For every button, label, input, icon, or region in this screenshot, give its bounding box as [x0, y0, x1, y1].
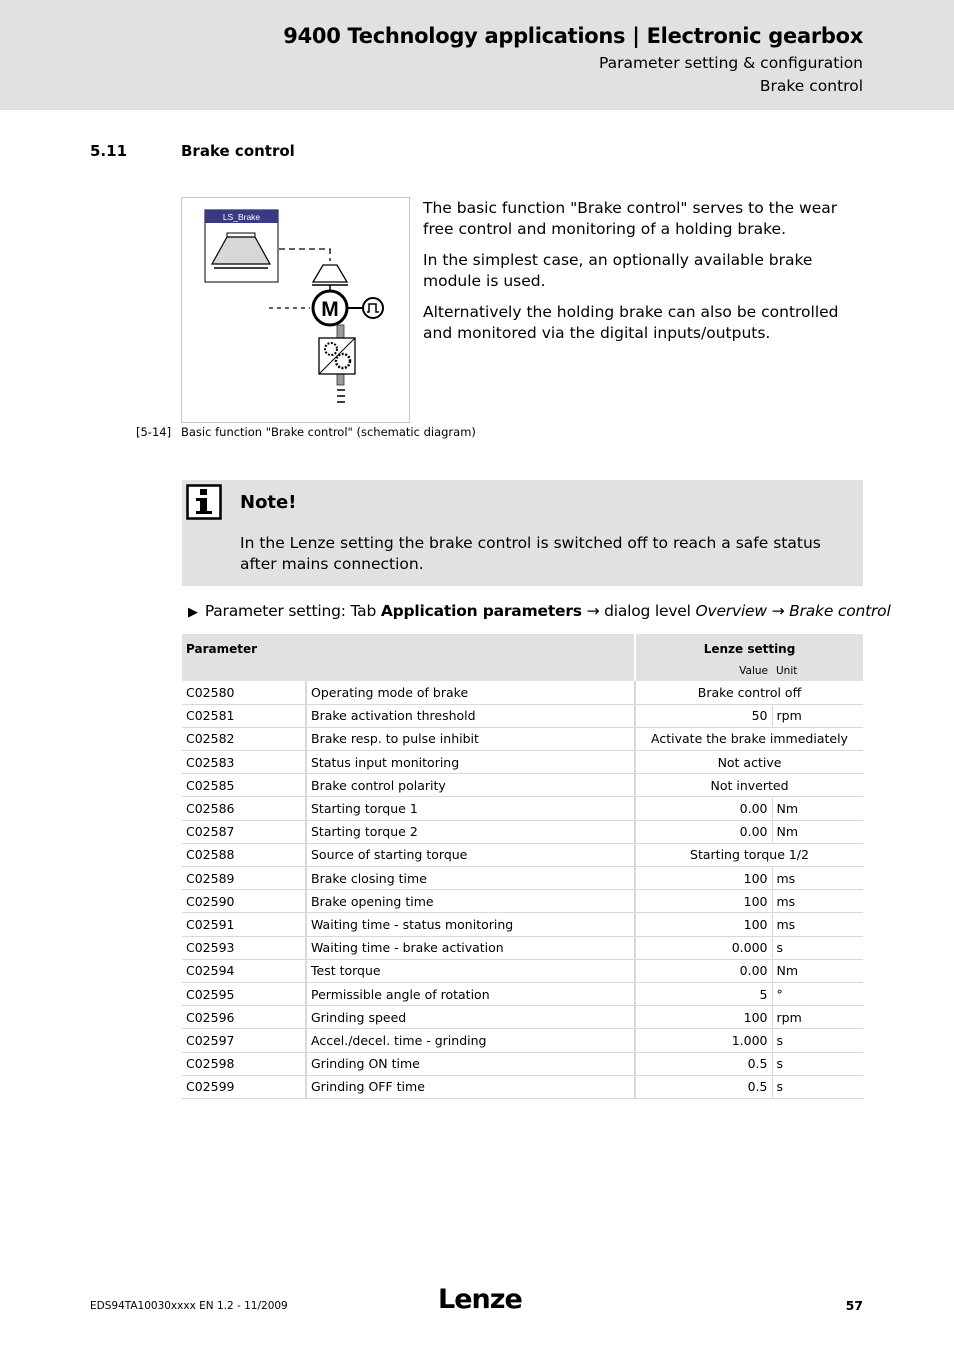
- value-cell: 1.000: [635, 1029, 772, 1052]
- parameter-description-cell: Status input monitoring: [306, 751, 635, 774]
- value-cell: 100: [635, 867, 772, 890]
- value-cell: 0.00: [635, 820, 772, 843]
- parameter-code-cell: C02585: [182, 774, 306, 797]
- parameter-description-cell: Starting torque 1: [306, 797, 635, 820]
- table-row: [182, 751, 863, 774]
- unit-cell: Nm: [772, 959, 863, 982]
- parameter-description-cell: Starting torque 2: [306, 820, 635, 843]
- unit-cell: rpm: [772, 704, 863, 727]
- table-row: [182, 959, 863, 982]
- parameter-code-cell: C02596: [182, 1006, 306, 1029]
- encoder-icon: [363, 298, 383, 318]
- table-row: [182, 936, 863, 959]
- document-title: 9400 Technology applications | Electronic gearbox: [283, 24, 863, 48]
- parameter-description-cell: Permissible angle of rotation: [306, 982, 635, 1005]
- parameter-code-cell: C02591: [182, 913, 306, 936]
- parameter-description-cell: Accel./decel. time - grinding: [306, 1029, 635, 1052]
- arrow-icon: →: [771, 602, 785, 620]
- header-unit: Unit: [776, 665, 798, 677]
- intro-paragraph: Alternatively the holding brake can also be controlled and monitored via the digital inputs/outputs.: [423, 303, 839, 342]
- value-cell: 100: [635, 913, 772, 936]
- table-row: [182, 982, 863, 1005]
- value-cell: 0.000: [635, 936, 772, 959]
- motor-label: M: [321, 298, 339, 321]
- note-box: [182, 480, 863, 586]
- parameter-table: [182, 634, 863, 1099]
- parameter-code-cell: C02588: [182, 843, 306, 866]
- subsection-title: Brake control: [759, 77, 863, 95]
- intro-paragraph: In the simplest case, an optionally available brake module is used.: [423, 251, 813, 290]
- header-lenze-label: Lenze setting: [703, 642, 796, 656]
- parameter-description-cell: Grinding OFF time: [306, 1075, 635, 1098]
- unit-cell: ms: [772, 913, 863, 936]
- table-row: [182, 890, 863, 913]
- path-level-overview: Overview: [695, 602, 767, 620]
- figure-caption: [136, 425, 476, 439]
- brake-schematic-diagram: [181, 197, 410, 423]
- brake-schematic-svg: [182, 198, 409, 422]
- note-text: In the Lenze setting the brake control is switched off to reach a safe status after mains connection.: [240, 534, 821, 573]
- chapter-title: Parameter setting & configuration: [598, 54, 863, 72]
- table-row: [182, 1006, 863, 1029]
- parameter-code-cell: C02595: [182, 982, 306, 1005]
- intro-text: [423, 198, 868, 354]
- parameter-description-cell: Waiting time - status monitoring: [306, 913, 635, 936]
- figure-caption-text: Basic function "Brake control" (schematic diagram): [181, 425, 476, 439]
- unit-cell: rpm: [772, 1006, 863, 1029]
- value-cell: 0.00: [635, 959, 772, 982]
- page-number: 57: [845, 1298, 863, 1313]
- parameter-code-cell: C02594: [182, 959, 306, 982]
- table-row: [182, 727, 863, 750]
- table-row: [182, 1052, 863, 1075]
- parameter-code-cell: C02586: [182, 797, 306, 820]
- intro-paragraph: The basic function "Brake control" serves to the wear free control and monitoring of a holding brake.: [423, 199, 838, 238]
- unit-cell: ms: [772, 867, 863, 890]
- parameter-code-cell: C02580: [182, 681, 306, 704]
- table-row: [182, 913, 863, 936]
- block-brake-top: [227, 233, 255, 237]
- unit-cell: ms: [772, 890, 863, 913]
- parameter-code-cell: C02589: [182, 867, 306, 890]
- parameter-code-cell: C02599: [182, 1075, 306, 1098]
- section-number: 5.11: [90, 142, 128, 160]
- value-cell: Not active: [635, 751, 863, 774]
- table-row: [182, 797, 863, 820]
- table-body: [182, 681, 863, 1098]
- parameter-description-cell: Source of starting torque: [306, 843, 635, 866]
- header-lenze-setting: [635, 634, 863, 681]
- table-row: [182, 704, 863, 727]
- page-header: [0, 0, 954, 110]
- table-row: [182, 820, 863, 843]
- arrow-icon: →: [586, 602, 600, 620]
- brake-signal-line: [279, 249, 330, 261]
- path-level-brake-control: Brake control: [789, 602, 891, 620]
- value-cell: 100: [635, 1006, 772, 1029]
- gear-icon: [336, 354, 350, 368]
- value-cell: Activate the brake immediately: [635, 727, 863, 750]
- value-cell: Brake control off: [635, 681, 863, 704]
- parameter-code-cell: C02587: [182, 820, 306, 843]
- parameter-description-cell: Waiting time - brake activation: [306, 936, 635, 959]
- value-cell: 5: [635, 982, 772, 1005]
- info-icon: [186, 484, 222, 520]
- parameter-description-cell: Grinding ON time: [306, 1052, 635, 1075]
- motor-brake-icon: [313, 265, 347, 282]
- parameter-code-cell: C02597: [182, 1029, 306, 1052]
- unit-cell: s: [772, 1052, 863, 1075]
- parameter-path: [188, 602, 891, 620]
- path-tab: Application parameters: [380, 602, 582, 620]
- unit-cell: s: [772, 1075, 863, 1098]
- unit-cell: Nm: [772, 820, 863, 843]
- unit-cell: s: [772, 936, 863, 959]
- value-cell: 100: [635, 890, 772, 913]
- value-cell: Starting torque 1/2: [635, 843, 863, 866]
- table-row: [182, 867, 863, 890]
- lenze-logo: Lenze: [438, 1284, 522, 1315]
- value-cell: 0.5: [635, 1052, 772, 1075]
- table-row: [182, 843, 863, 866]
- header-value: Value: [739, 665, 769, 677]
- parameter-description-cell: Grinding speed: [306, 1006, 635, 1029]
- parameter-description-cell: Brake resp. to pulse inhibit: [306, 727, 635, 750]
- parameter-description-cell: Brake closing time: [306, 867, 635, 890]
- path-prefix: Parameter setting: Tab: [204, 602, 377, 620]
- parameter-description-cell: Brake activation threshold: [306, 704, 635, 727]
- parameter-code-cell: C02582: [182, 727, 306, 750]
- triangle-bullet-icon: ▶: [188, 605, 198, 620]
- parameter-description-cell: Brake opening time: [306, 890, 635, 913]
- note-title: Note!: [240, 492, 297, 513]
- value-cell: Not inverted: [635, 774, 863, 797]
- value-cell: 50: [635, 704, 772, 727]
- table-row: [182, 1029, 863, 1052]
- value-cell: 0.00: [635, 797, 772, 820]
- table-row: [182, 774, 863, 797]
- table-header-row: [182, 634, 863, 681]
- parameter-code-cell: C02593: [182, 936, 306, 959]
- table-row: [182, 681, 863, 704]
- ls-brake-label: LS_Brake: [222, 212, 261, 222]
- gear-icon: [325, 343, 337, 355]
- header-parameter: Parameter: [182, 634, 635, 681]
- parameter-code-cell: C02583: [182, 751, 306, 774]
- unit-cell: s: [772, 1029, 863, 1052]
- figure-number: [5-14]: [136, 425, 172, 439]
- footer-document-id: EDS94TA10030xxxx EN 1.2 - 11/2009: [90, 1300, 288, 1312]
- parameter-code-cell: C02581: [182, 704, 306, 727]
- parameter-description-cell: Operating mode of brake: [306, 681, 635, 704]
- section-title: Brake control: [181, 142, 295, 160]
- unit-cell: Nm: [772, 797, 863, 820]
- parameter-code-cell: C02590: [182, 890, 306, 913]
- parameter-description-cell: Test torque: [306, 959, 635, 982]
- value-cell: 0.5: [635, 1075, 772, 1098]
- unit-cell: °: [772, 982, 863, 1005]
- path-middle: dialog level: [604, 602, 691, 620]
- table-row: [182, 1075, 863, 1098]
- parameter-code-cell: C02598: [182, 1052, 306, 1075]
- parameter-description-cell: Brake control polarity: [306, 774, 635, 797]
